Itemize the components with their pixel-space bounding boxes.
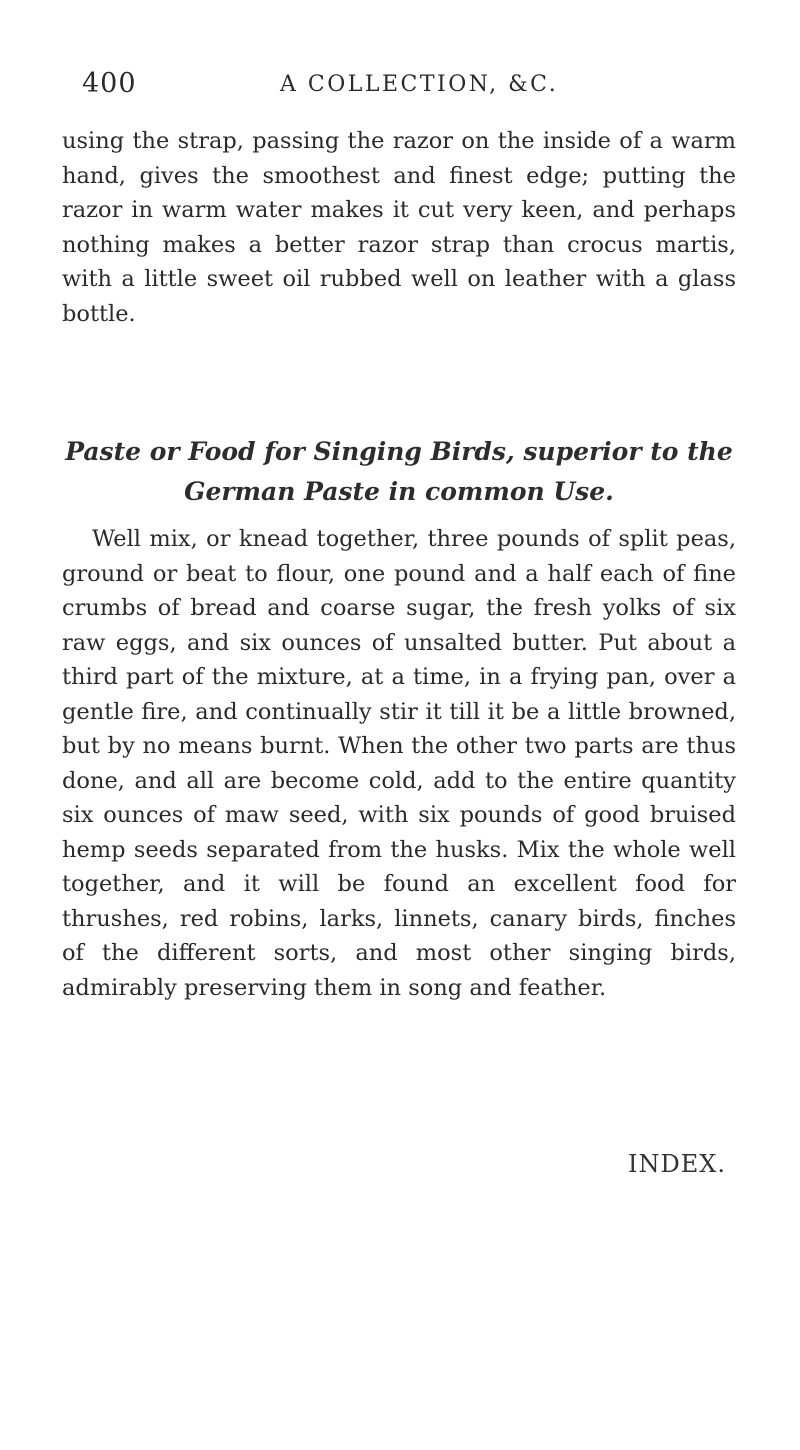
- running-title: A COLLECTION, &C.: [280, 72, 559, 97]
- section-heading: Paste or Food for Singing Birds, superior to the German Paste in common Use.: [65, 437, 733, 506]
- catchword: INDEX.: [628, 1150, 726, 1178]
- recipe-paragraph: [62, 522, 736, 1005]
- intro-paragraph: [62, 124, 736, 331]
- recipe-paragraph-text: Well mix, or knead together, three pounds of split peas, ground or beat to flour, one pound and a half each of fine crumbs of bread and coarse sugar, the fresh yolks of six raw eggs, and six ounces of unsalted butter. Put about a third part of the mixture, at a time, in a frying pan, over a gentle fire, and continually stir it till it be a little browned, but by no means burnt. When the other two parts are thus done, and all are become cold, add to the entire quantity six ounces of maw seed, with six pounds of good bruised hemp seeds separated from the husks. Mix the whole well together, and it will be found an excellent food for thrushes, red robins, larks, linnets, canary birds, finches of the different sorts, and most other singing birds, admirably preserving them in song and feather.: [62, 526, 736, 1001]
- intro-paragraph-text: using the strap, passing the razor on the inside of a warm hand, gives the smoothest and finest edge; putting the razor in warm water makes it cut very keen, and perhaps nothing makes a better razor strap than crocus martis, with a little sweet oil rubbed well on leather with a glass bottle.: [62, 128, 736, 327]
- page-number: 400: [82, 68, 137, 99]
- running-head: [82, 68, 722, 108]
